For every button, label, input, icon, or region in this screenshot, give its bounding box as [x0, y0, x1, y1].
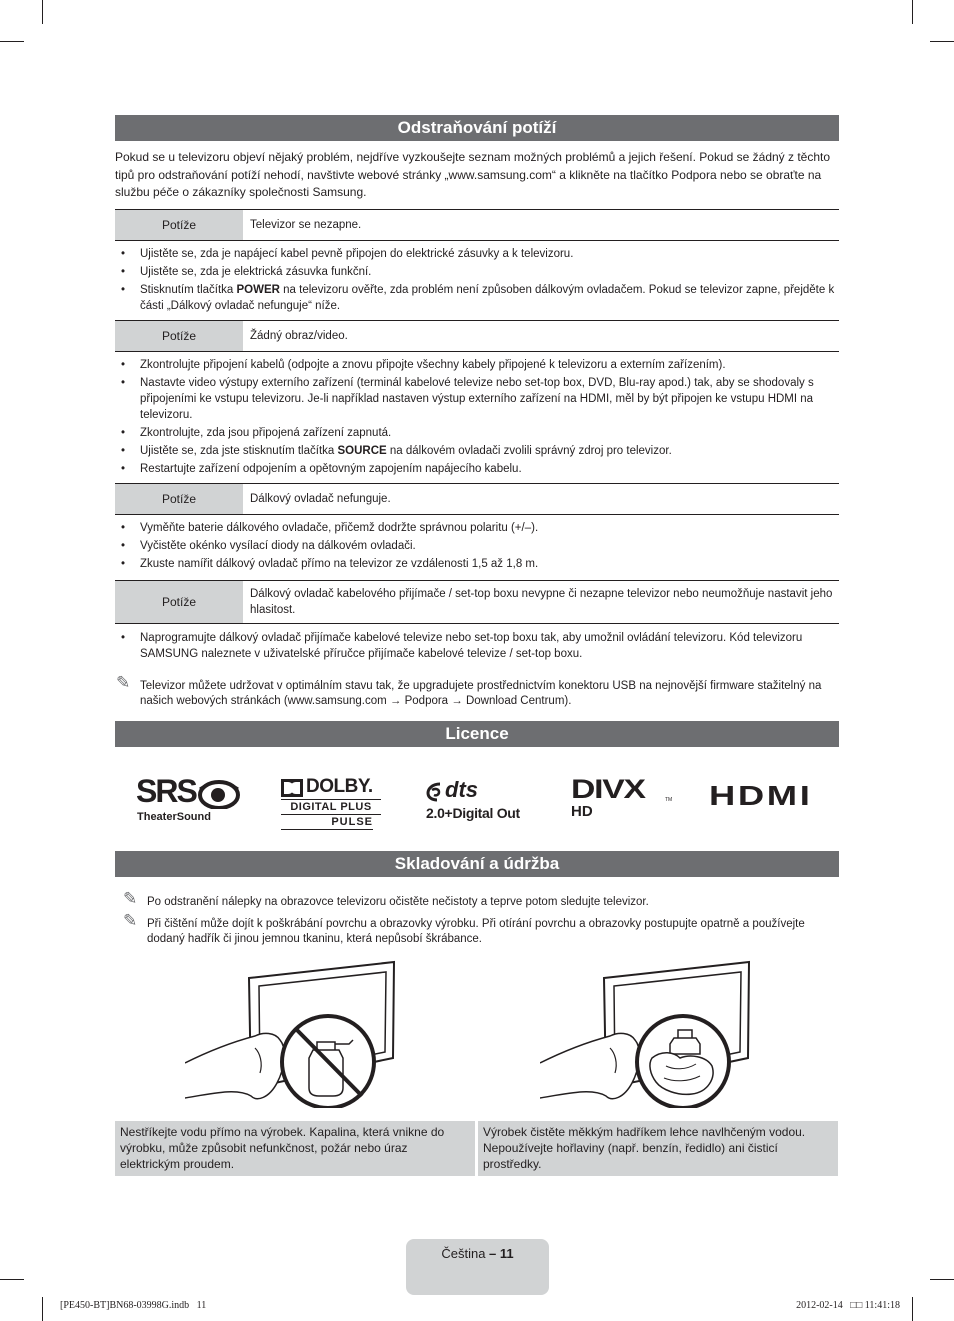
list-item: • Zkuste namířit dálkový ovladač přímo na televizor ze vzdálenosti 1,5 až 1,8 m.	[115, 556, 835, 572]
footer-page-number: 11	[499, 1246, 514, 1261]
print-slug-right: 2012-02-14 □□ 11:41:18	[796, 1300, 900, 1311]
text-run: na televizoru ověřte, zda problém není způsoben dálkovým ovladačem. Pokud se televizor zapne, přejděte k části „Dálkový ovladač nefunguje“ níže.	[140, 284, 835, 312]
dolby-logo-line1: DIGITAL PLUS	[281, 799, 381, 815]
list-item: • Vyměňte baterie dálkového ovladače, přičemž dodržte správnou polaritu (+/–).	[115, 520, 835, 536]
print-slug-left: [PE450-BT]BN68-03998G.indb 11	[60, 1300, 207, 1311]
note-text: Při čištění může dojít k poškrábání povrchu a obrazovky výrobku. Při otírání povrchu a obrazovky postupujte opatrně a používejte dodaný hadřík či jinou jemnou tkaninu, která nepůsobí škrábance.	[147, 918, 805, 945]
footer-separator: –	[485, 1246, 500, 1261]
pencil-icon: ✎	[123, 911, 138, 930]
list-item	[115, 443, 835, 459]
problem-text: Žádný obraz/video.	[243, 321, 839, 351]
section-title-licence: Licence	[115, 721, 839, 747]
solution-list	[115, 246, 835, 316]
dts-logo-subtext: 2.0+Digital Out	[426, 805, 520, 821]
problem-label: Potíže	[115, 581, 243, 623]
problem-text: Dálkový ovladač nefunguje.	[243, 484, 839, 514]
list-item	[115, 282, 835, 314]
srs-logo-subtext: TheaterSound	[137, 811, 211, 823]
solution-list	[115, 630, 835, 664]
problem-row	[115, 320, 839, 352]
list-item: • Restartujte zařízení odpojením a opětovným zapojením napájecího kabelu.	[115, 461, 835, 477]
caption-wipe-cloth: Výrobek čistěte měkkým hadříkem lehce navlhčeným vodou. Nepoužívejte hořlaviny (např. benzín, ředidlo) ani čisticí prostředky.	[478, 1121, 838, 1176]
crop-mark	[912, 0, 913, 24]
footer-language: Čeština	[441, 1246, 486, 1261]
illustration-wipe-cloth	[540, 958, 770, 1108]
key-name: SOURCE	[337, 445, 387, 457]
list-item: • Zkontrolujte, zda jsou připojená zařízení zapnutá.	[115, 425, 835, 441]
crop-mark	[42, 0, 43, 24]
srs-logo	[136, 773, 240, 825]
dolby-double-d-icon	[281, 779, 303, 797]
crop-mark	[42, 1297, 43, 1321]
problem-row	[115, 483, 839, 515]
srs-logo-text: SRS	[136, 773, 196, 809]
dolby-logo	[281, 778, 383, 830]
illustration-no-spray	[185, 958, 415, 1108]
crop-mark	[912, 1297, 913, 1321]
troubleshooting-intro: Pokud se u televizoru objeví nějaký problém, nejdříve vyzkoušejte seznam možných problémů a jejich řešení. Pokud se žádný z těchto tipů pro odstraňování potíží nehodí, navštivte webové stránky „www.samsung.com“ a klikněte na tlačítko Podpora nebo se obraťte na službu péče o zákazníky společnosti Samsung.	[115, 150, 831, 199]
problem-text: Televizor se nezapne.	[243, 210, 839, 240]
divx-hd-logo	[571, 774, 673, 824]
dolby-logo-line2: PULSE	[281, 816, 373, 830]
note-text: Televizor můžete udržovat v optimálním stavu tak, že upgradujete prostřednictvím konektoru USB na nejnovější firmware stažitelný na našich webových stránkách (www.samsung.com → Podpora → Download Centrum).	[140, 680, 822, 707]
divx-logo-text: DIVX	[571, 774, 645, 804]
section-title-troubleshooting: Odstraňování potíží	[115, 115, 839, 141]
list-item: • Ujistěte se, zda je napájecí kabel pevně připojen do elektrické zásuvky a k televizoru.	[115, 246, 835, 262]
problem-label: Potíže	[115, 321, 243, 351]
solution-list	[115, 357, 835, 479]
caption-no-spray: Nestříkejte vodu přímo na výrobek. Kapalina, která vnikne do výrobku, může způsobit nefunkčnost, požár nebo úraz elektrickým proudem.	[115, 1121, 475, 1176]
page-number-tab	[406, 1239, 549, 1295]
list-item: • Ujistěte se, zda je elektrická zásuvka funkční.	[115, 264, 835, 280]
problem-text: Dálkový ovladač kabelového přijímače / set-top boxu nevypne či nezapne televizor nebo neumožňuje nastavit jeho hlasitost.	[243, 581, 839, 623]
text-run: Ujistěte se, zda jste stisknutím tlačítka	[140, 445, 338, 457]
solution-list	[115, 520, 835, 574]
problem-label: Potíže	[115, 484, 243, 514]
divx-trademark: TM	[665, 797, 673, 803]
list-item: • Vyčistěte okénko vysílací diody na dálkovém ovladači.	[115, 538, 835, 554]
dolby-logo-text: DOLBY.	[306, 776, 373, 797]
key-name: POWER	[236, 284, 280, 296]
note	[123, 889, 837, 910]
problem-row	[115, 580, 839, 624]
text-run: Stisknutím tlačítka	[140, 284, 237, 296]
problem-label: Potíže	[115, 210, 243, 240]
note-text: Po odstranění nálepky na obrazovce televizoru očistěte nečistoty a teprve potom sledujte televizor.	[147, 896, 649, 908]
hdmi-logo	[709, 780, 823, 814]
srs-eye-icon	[198, 779, 240, 809]
crop-mark	[930, 41, 954, 42]
problem-row	[115, 209, 839, 241]
note	[116, 673, 838, 709]
dts-logo-text: dts	[445, 777, 478, 802]
dts-swirl-icon	[426, 782, 444, 802]
pencil-icon: ✎	[116, 673, 131, 692]
note	[123, 911, 837, 947]
list-item: • Nastavte video výstupy externího zařízení (terminál kabelové televize nebo set-top box, DVD, Blu-ray apod.) tak, aby se shodovaly s připojeními ke vstupu televizoru. Je-li například nastaven výstup externího zařízení na HDMI, měl by být připojen ke vstupu HDMI na televizoru.	[115, 375, 835, 423]
section-title-storage: Skladování a údržba	[115, 851, 839, 877]
divx-logo-subtext: HD	[571, 803, 593, 820]
hdmi-logo-text: HDMI	[709, 780, 813, 811]
text-run: na dálkovém ovladači zvolili správný zdroj pro televizor.	[386, 445, 672, 457]
pencil-icon: ✎	[123, 889, 138, 908]
dts-logo	[426, 777, 530, 825]
crop-mark	[930, 1279, 954, 1280]
list-item: • Zkontrolujte připojení kabelů (odpojte a znovu připojte všechny kabely připojené k televizoru a externím zařízením).	[115, 357, 835, 373]
crop-mark	[0, 41, 24, 42]
list-item: • Naprogramujte dálkový ovladač přijímače kabelové televize nebo set-top boxu tak, aby umožnil ovládání televizoru. Kód televizoru SAMSUNG naleznete v uživatelské příručce přijímače kabelové televize / set-top boxu.	[115, 630, 835, 662]
crop-mark	[0, 1279, 24, 1280]
